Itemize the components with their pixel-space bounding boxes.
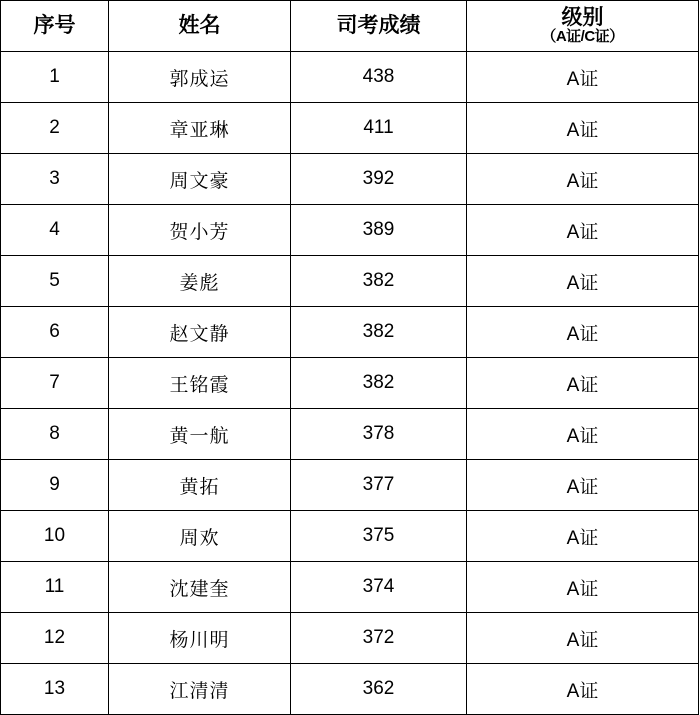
cell-score: 382	[291, 358, 467, 409]
cell-index: 7	[1, 358, 109, 409]
cell-name: 杨川明	[109, 613, 291, 664]
cell-index: 13	[1, 664, 109, 715]
cell-score: 389	[291, 205, 467, 256]
cell-index: 11	[1, 562, 109, 613]
table-row	[1, 103, 699, 154]
table-body	[1, 52, 699, 715]
table-row	[1, 664, 699, 715]
column-header-name: 姓名	[109, 1, 291, 52]
cell-score: 378	[291, 409, 467, 460]
cell-name: 江清清	[109, 664, 291, 715]
table-header	[1, 1, 699, 52]
cell-level: A证	[467, 460, 699, 511]
column-header-level-sub: （A证/C证）	[541, 28, 624, 46]
cell-score: 411	[291, 103, 467, 154]
table-row	[1, 613, 699, 664]
cell-score: 382	[291, 307, 467, 358]
cell-level: A证	[467, 205, 699, 256]
column-header-level-stack	[467, 7, 698, 45]
table-row	[1, 358, 699, 409]
cell-name: 王铭霞	[109, 358, 291, 409]
table-row	[1, 205, 699, 256]
table-row	[1, 562, 699, 613]
cell-name: 贺小芳	[109, 205, 291, 256]
cell-index: 12	[1, 613, 109, 664]
cell-name: 章亚琳	[109, 103, 291, 154]
cell-score: 375	[291, 511, 467, 562]
cell-level: A证	[467, 103, 699, 154]
header-row	[1, 1, 699, 52]
cell-score: 438	[291, 52, 467, 103]
cell-score: 372	[291, 613, 467, 664]
table-row	[1, 307, 699, 358]
cell-level: A证	[467, 664, 699, 715]
table-row	[1, 256, 699, 307]
cell-name: 郭成运	[109, 52, 291, 103]
cell-index: 5	[1, 256, 109, 307]
cell-name: 沈建奎	[109, 562, 291, 613]
cell-name: 黄一航	[109, 409, 291, 460]
cell-index: 4	[1, 205, 109, 256]
cell-name: 姜彪	[109, 256, 291, 307]
cell-name: 周文豪	[109, 154, 291, 205]
cell-index: 9	[1, 460, 109, 511]
cell-index: 10	[1, 511, 109, 562]
column-header-level-main: 级别	[561, 6, 604, 30]
table-row	[1, 409, 699, 460]
cell-index: 2	[1, 103, 109, 154]
cell-index: 3	[1, 154, 109, 205]
cell-level: A证	[467, 256, 699, 307]
cell-name: 黄拓	[109, 460, 291, 511]
cell-level: A证	[467, 562, 699, 613]
cell-level: A证	[467, 358, 699, 409]
cell-name: 赵文静	[109, 307, 291, 358]
table-row	[1, 511, 699, 562]
cell-index: 1	[1, 52, 109, 103]
cell-score: 392	[291, 154, 467, 205]
column-header-level	[467, 1, 699, 52]
cell-level: A证	[467, 613, 699, 664]
table-row	[1, 154, 699, 205]
cell-level: A证	[467, 52, 699, 103]
column-header-index: 序号	[1, 1, 109, 52]
cell-index: 6	[1, 307, 109, 358]
cell-index: 8	[1, 409, 109, 460]
cell-level: A证	[467, 511, 699, 562]
table-row	[1, 52, 699, 103]
column-header-score: 司考成绩	[291, 1, 467, 52]
cell-score: 362	[291, 664, 467, 715]
cell-score: 382	[291, 256, 467, 307]
cell-score: 374	[291, 562, 467, 613]
cell-level: A证	[467, 307, 699, 358]
cell-level: A证	[467, 154, 699, 205]
table-row	[1, 460, 699, 511]
cell-score: 377	[291, 460, 467, 511]
cell-name: 周欢	[109, 511, 291, 562]
cell-level: A证	[467, 409, 699, 460]
